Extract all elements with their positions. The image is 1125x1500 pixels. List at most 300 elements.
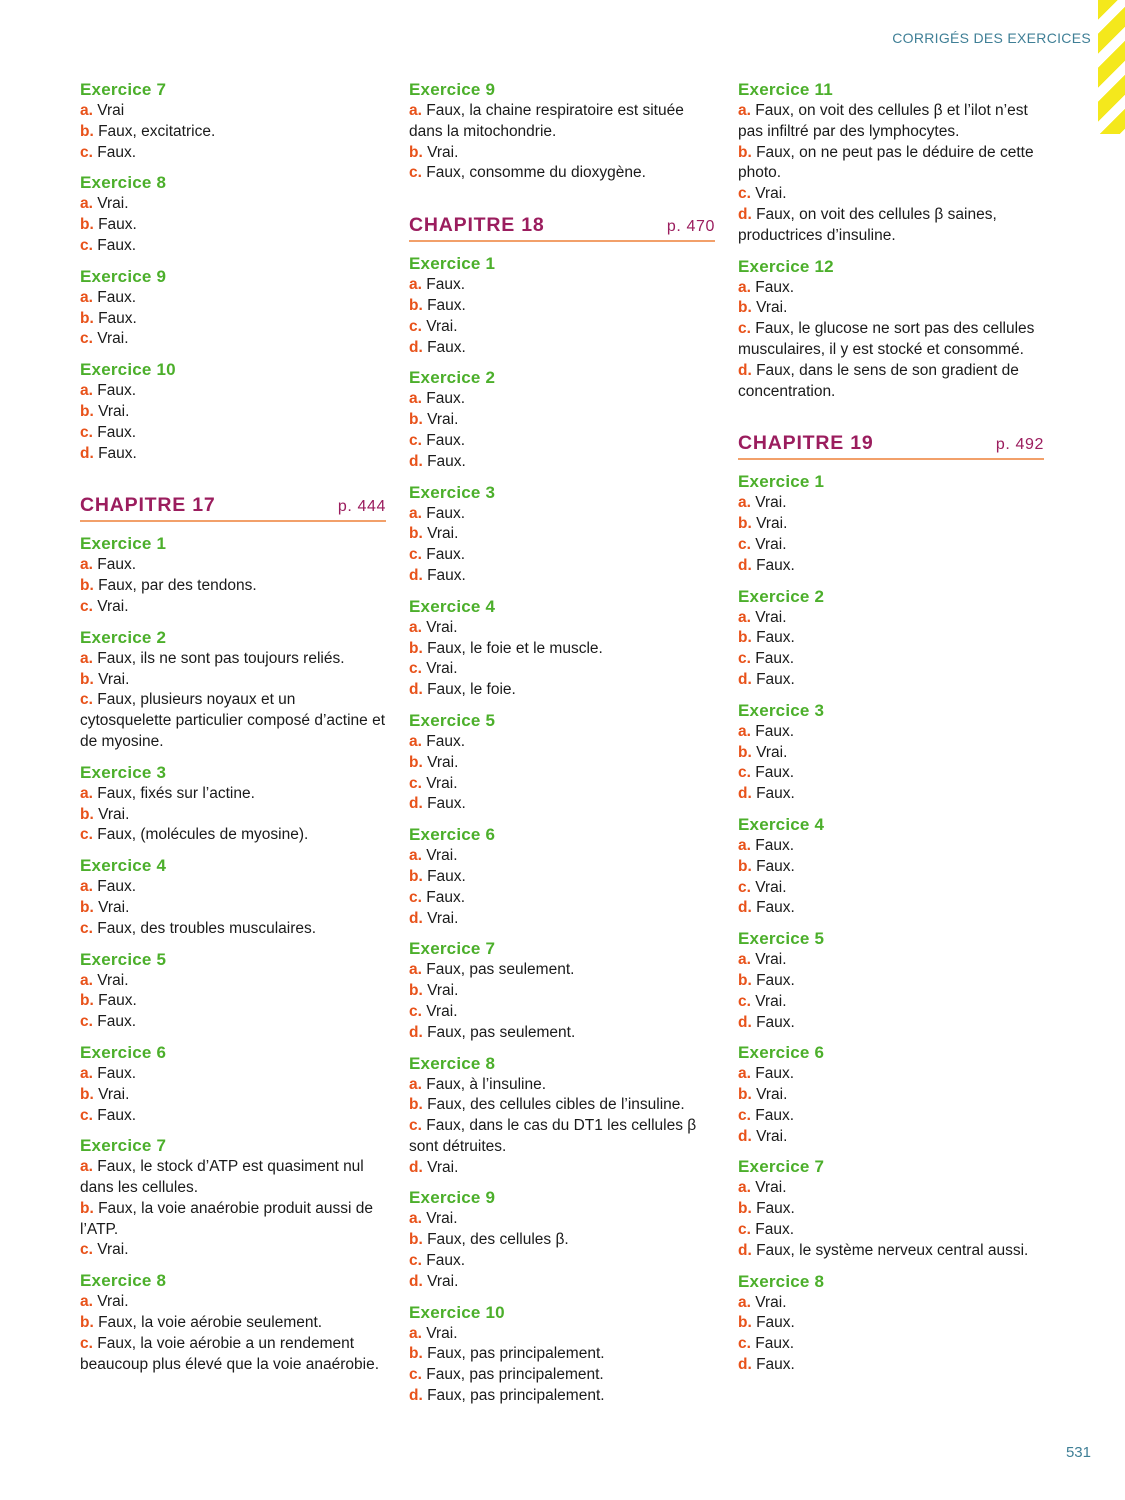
answer-line xyxy=(409,618,715,639)
answer-text: Vrai. xyxy=(97,597,129,615)
answer-text: Vrai. xyxy=(97,330,129,348)
answer-line xyxy=(409,1365,715,1386)
answer-letter: d. xyxy=(409,566,423,584)
exercise-block xyxy=(80,1135,386,1261)
answer-letter: c. xyxy=(409,1002,422,1020)
answer-line xyxy=(409,410,715,431)
answer-text: Faux, le système nerveux central aussi. xyxy=(756,1241,1029,1259)
exercise-block xyxy=(738,471,1044,576)
answer-letter: d. xyxy=(738,1013,752,1031)
answer-text: Faux. xyxy=(426,1252,466,1270)
answer-line xyxy=(738,101,1044,143)
answer-line xyxy=(80,381,386,402)
exercise-block xyxy=(409,710,715,815)
exercise-title: Exercice 3 xyxy=(80,762,167,782)
answer-letter: c. xyxy=(80,1106,93,1124)
answer-line xyxy=(409,545,715,566)
answer-text: Faux, on voit des cellules β et l’ilot n’est pas infiltré par des lymphocytes. xyxy=(738,102,1028,140)
exercise-title: Exercice 7 xyxy=(80,1136,167,1156)
answer-text: Faux, à l’insuline. xyxy=(426,1075,547,1093)
answer-letter: c. xyxy=(738,535,751,553)
answer-letter: b. xyxy=(409,1231,423,1249)
exercise-title: Exercice 3 xyxy=(409,482,496,502)
answer-line xyxy=(409,794,715,815)
answer-text: Vrai. xyxy=(97,195,129,213)
answer-letter: a. xyxy=(409,732,422,750)
answer-line xyxy=(409,732,715,753)
answer-text: Vrai. xyxy=(97,1293,129,1311)
answer-line xyxy=(409,960,715,981)
answer-letter: d. xyxy=(409,1387,423,1405)
answer-letter: a. xyxy=(738,608,751,626)
answer-text: Faux. xyxy=(97,143,137,161)
chapter-page-ref: p. 492 xyxy=(995,436,1044,454)
answer-letter: c. xyxy=(738,878,751,896)
answer-text: Faux. xyxy=(756,899,795,917)
answer-line xyxy=(80,423,386,444)
answer-text: Faux. xyxy=(755,1106,795,1124)
answer-text: Faux. xyxy=(97,382,137,400)
answer-text: Vrai. xyxy=(97,971,129,989)
answer-letter: d. xyxy=(738,361,752,379)
answer-line xyxy=(80,1334,386,1376)
answer-letter: a. xyxy=(80,1293,93,1311)
chapter-page-ref: p. 444 xyxy=(337,498,386,516)
exercise-block xyxy=(409,1302,715,1407)
answer-line xyxy=(409,1158,715,1179)
answer-line xyxy=(409,659,715,680)
answer-line xyxy=(738,743,1044,764)
answer-text: Faux. xyxy=(756,556,795,574)
answer-text: Vrai xyxy=(97,102,125,119)
chapter-heading xyxy=(80,494,386,522)
answer-letter: a. xyxy=(738,722,751,740)
answer-text: Vrai. xyxy=(427,909,459,927)
answer-text: Faux, la voie anaérobie produit aussi de l’ATP. xyxy=(80,1199,373,1238)
answer-line xyxy=(738,857,1044,878)
answer-letter: d. xyxy=(409,1272,423,1290)
answer-text: Faux. xyxy=(426,431,466,449)
answer-letter: a. xyxy=(80,195,93,213)
answer-text: Faux. xyxy=(97,1013,137,1031)
answer-letter: b. xyxy=(409,525,423,543)
answer-letter: a. xyxy=(80,1158,93,1176)
answer-letter: b. xyxy=(738,743,752,761)
answer-text: Faux. xyxy=(427,338,466,356)
answer-letter: b. xyxy=(80,1085,94,1103)
answer-letter: c. xyxy=(409,317,422,335)
answer-line xyxy=(409,101,715,143)
answer-letter: a. xyxy=(80,382,93,400)
answer-line xyxy=(80,1199,386,1241)
answer-text: Faux, la voie aérobie seulement. xyxy=(98,1314,323,1332)
answer-text: Faux. xyxy=(756,1314,795,1332)
answer-text: Faux. xyxy=(427,795,466,813)
answer-letter: a. xyxy=(80,971,93,989)
exercise-block xyxy=(80,172,386,256)
answer-letter: c. xyxy=(80,423,93,441)
answer-line xyxy=(738,608,1044,629)
answer-line xyxy=(80,329,386,350)
answer-letter: b. xyxy=(738,515,752,533)
answer-line xyxy=(80,194,386,215)
answer-text: Faux. xyxy=(755,722,795,740)
answer-text: Faux. xyxy=(756,857,795,875)
answer-text: Faux, on voit des cellules β saines, productrices d’insuline. xyxy=(738,205,997,244)
answer-line xyxy=(409,1344,715,1365)
exercise-block xyxy=(738,700,1044,805)
answer-letter: c. xyxy=(409,546,422,564)
answer-letter: b. xyxy=(409,639,423,657)
exercise-block xyxy=(80,855,386,939)
answer-letter: c. xyxy=(738,1335,751,1353)
answer-text: Vrai. xyxy=(756,299,788,317)
exercise-title: Exercice 9 xyxy=(80,266,167,286)
answer-text: Vrai. xyxy=(427,753,459,771)
answer-letter: a. xyxy=(409,504,422,522)
exercise-block xyxy=(409,253,715,358)
answer-text: Vrai. xyxy=(756,515,788,533)
answer-letter: a. xyxy=(738,951,751,969)
answer-line xyxy=(738,878,1044,899)
answer-line xyxy=(738,535,1044,556)
answer-text: Faux. xyxy=(427,452,466,470)
answer-line xyxy=(409,389,715,410)
answer-text: Faux. xyxy=(755,836,795,854)
answer-text: Vrai. xyxy=(755,185,787,203)
answer-letter: c. xyxy=(738,320,751,338)
answer-text: Faux, consomme du dioxygène. xyxy=(426,164,646,182)
answer-letter: a. xyxy=(409,1324,422,1342)
answer-line xyxy=(80,1292,386,1313)
exercise-title: Exercice 4 xyxy=(409,596,496,616)
answer-line xyxy=(409,566,715,587)
answer-text: Faux, dans le cas du DT1 les cellules β sont détruites. xyxy=(409,1117,697,1155)
exercise-title: Exercice 6 xyxy=(409,825,496,845)
answer-line xyxy=(738,1127,1044,1148)
answer-text: Faux. xyxy=(426,888,466,906)
answer-line xyxy=(409,774,715,795)
answer-line xyxy=(80,805,386,826)
answer-line xyxy=(80,143,386,164)
answer-text: Faux, des cellules β. xyxy=(427,1231,569,1249)
answers-column-1 xyxy=(80,79,386,1384)
exercise-block xyxy=(80,762,386,846)
answer-letter: c. xyxy=(80,236,93,254)
answer-text: Vrai. xyxy=(426,317,458,335)
answer-line xyxy=(409,1230,715,1251)
answer-line xyxy=(738,1013,1044,1034)
answer-letter: c. xyxy=(80,143,93,161)
answers-column-2 xyxy=(409,79,715,1416)
exercise-title: Exercice 8 xyxy=(738,1271,825,1291)
answer-text: Faux. xyxy=(97,1106,137,1124)
answer-line xyxy=(409,639,715,660)
exercise-block xyxy=(80,266,386,350)
answer-letter: a. xyxy=(738,1179,751,1197)
answer-text: Vrai. xyxy=(426,847,458,865)
exercise-block xyxy=(80,1042,386,1126)
answer-letter: b. xyxy=(409,753,423,771)
answer-line xyxy=(738,184,1044,205)
exercise-title: Exercice 1 xyxy=(409,254,496,274)
answer-line xyxy=(80,898,386,919)
answer-line xyxy=(738,1220,1044,1241)
answer-letter: d. xyxy=(738,1127,752,1145)
answer-line xyxy=(738,143,1044,185)
answer-text: Faux. xyxy=(756,1013,795,1031)
answer-line xyxy=(738,722,1044,743)
answer-text: Vrai. xyxy=(427,525,459,543)
answer-letter: d. xyxy=(738,670,752,688)
answer-line xyxy=(409,275,715,296)
answer-line xyxy=(738,1293,1044,1314)
answer-line xyxy=(738,898,1044,919)
exercise-block xyxy=(738,1271,1044,1376)
exercise-title: Exercice 5 xyxy=(409,710,496,730)
exercise-block xyxy=(80,79,386,163)
exercise-title: Exercice 8 xyxy=(80,173,167,193)
answer-text: Vrai. xyxy=(427,411,459,429)
answer-text: Faux. xyxy=(98,309,137,327)
answer-text: Vrai. xyxy=(98,898,130,916)
answer-letter: a. xyxy=(738,494,751,512)
answer-text: Vrai. xyxy=(427,143,459,161)
answer-line xyxy=(738,514,1044,535)
answer-text: Faux, pas principalement. xyxy=(427,1387,605,1405)
answer-letter: c. xyxy=(409,164,422,182)
answer-line xyxy=(409,504,715,525)
answer-line xyxy=(80,1106,386,1127)
exercise-title: Exercice 7 xyxy=(80,80,167,99)
answer-line xyxy=(80,690,386,752)
answer-text: Faux, pas seulement. xyxy=(426,961,575,979)
answer-text: Faux, on ne peut pas le déduire de cette photo. xyxy=(738,143,1034,182)
answer-letter: c. xyxy=(738,1221,751,1239)
answer-line xyxy=(738,1085,1044,1106)
answer-text: Faux. xyxy=(756,1200,795,1218)
answer-text: Faux, pas principalement. xyxy=(426,1366,604,1384)
exercise-block xyxy=(738,928,1044,1033)
answer-text: Vrai. xyxy=(755,878,787,896)
exercise-block xyxy=(409,596,715,701)
answer-line xyxy=(80,971,386,992)
exercise-title: Exercice 1 xyxy=(738,472,825,492)
answer-line xyxy=(738,670,1044,691)
exercise-block xyxy=(738,586,1044,691)
answer-text: Vrai. xyxy=(755,951,787,969)
answer-letter: a. xyxy=(409,1075,422,1093)
answer-text: Vrai. xyxy=(97,1241,129,1259)
answer-letter: a. xyxy=(80,288,93,306)
answer-text: Vrai. xyxy=(426,774,458,792)
chapter-title: CHAPITRE 18 xyxy=(409,214,545,237)
exercise-title: Exercice 1 xyxy=(80,534,167,554)
answer-letter: b. xyxy=(409,867,423,885)
exercise-block xyxy=(409,824,715,929)
answer-line xyxy=(80,1240,386,1261)
answer-text: Faux. xyxy=(756,785,795,803)
answer-line xyxy=(409,296,715,317)
answer-line xyxy=(738,298,1044,319)
answer-line xyxy=(409,338,715,359)
answer-line xyxy=(80,991,386,1012)
answer-letter: b. xyxy=(738,143,752,161)
answer-letter: c. xyxy=(409,1252,422,1270)
answer-letter: d. xyxy=(409,452,423,470)
answer-letter: b. xyxy=(409,982,423,1000)
answer-letter: c. xyxy=(80,691,93,709)
answer-line xyxy=(80,825,386,846)
exercise-block xyxy=(409,938,715,1043)
answer-text: Faux. xyxy=(755,1335,795,1353)
answer-line xyxy=(738,950,1044,971)
answer-text: Vrai. xyxy=(426,1210,458,1228)
answer-letter: b. xyxy=(80,992,94,1010)
answer-letter: d. xyxy=(738,785,752,803)
answer-letter: b. xyxy=(738,1086,752,1104)
exercise-title: Exercice 2 xyxy=(409,368,496,388)
exercise-block xyxy=(738,814,1044,919)
answer-line xyxy=(409,317,715,338)
answer-line xyxy=(80,1313,386,1334)
answer-text: Vrai. xyxy=(755,535,787,553)
answer-text: Vrai. xyxy=(755,1179,787,1197)
answer-line xyxy=(409,431,715,452)
answer-letter: a. xyxy=(738,1293,751,1311)
answer-text: Faux, (molécules de myosine). xyxy=(97,826,309,844)
answer-line xyxy=(738,1313,1044,1334)
answer-letter: c. xyxy=(409,660,422,678)
answer-line xyxy=(409,524,715,545)
answer-letter: a. xyxy=(80,556,93,574)
answer-line xyxy=(409,1251,715,1272)
answer-letter: b. xyxy=(409,1345,423,1363)
answer-line xyxy=(409,1386,715,1407)
answer-letter: b. xyxy=(738,971,752,989)
answer-line xyxy=(80,215,386,236)
answer-text: Faux. xyxy=(426,276,466,294)
exercise-block xyxy=(80,949,386,1033)
exercise-block xyxy=(738,1156,1044,1261)
answer-letter: c. xyxy=(409,1117,422,1135)
answer-letter: d. xyxy=(409,909,423,927)
answer-text: Faux, la voie aérobie a un rendement beaucoup plus élevé que la voie anaérobie. xyxy=(80,1334,380,1373)
answer-text: Vrai. xyxy=(756,1127,788,1145)
answer-text: Faux, par des tendons. xyxy=(98,577,257,595)
answer-letter: a. xyxy=(738,278,751,296)
answer-text: Vrai. xyxy=(756,1086,788,1104)
answer-text: Faux. xyxy=(755,650,795,668)
answer-letter: c. xyxy=(80,1241,93,1259)
answer-text: Vrai. xyxy=(756,743,788,761)
answer-line xyxy=(80,444,386,465)
answer-line xyxy=(80,309,386,330)
exercise-title: Exercice 9 xyxy=(409,1188,496,1208)
exercise-title: Exercice 2 xyxy=(738,586,825,606)
answer-letter: a. xyxy=(80,1064,93,1082)
exercise-title: Exercice 12 xyxy=(738,256,834,276)
exercise-block xyxy=(738,1042,1044,1147)
chapter-title: CHAPITRE 17 xyxy=(80,494,216,517)
exercise-block xyxy=(409,1187,715,1292)
answer-letter: b. xyxy=(80,898,94,916)
answer-line xyxy=(80,784,386,805)
answer-letter: a. xyxy=(409,618,422,636)
answer-line xyxy=(738,1064,1044,1085)
answer-line xyxy=(738,971,1044,992)
answer-text: Faux. xyxy=(756,1356,795,1374)
answer-text: Faux. xyxy=(97,236,137,254)
exercise-title: Exercice 6 xyxy=(738,1043,825,1063)
answer-text: Faux. xyxy=(756,971,795,989)
answer-letter: a. xyxy=(409,847,422,865)
answer-text: Faux. xyxy=(755,278,795,296)
exercise-title: Exercice 11 xyxy=(738,80,833,99)
answer-text: Faux. xyxy=(427,296,466,314)
answer-line xyxy=(409,1075,715,1096)
answers-column-3 xyxy=(738,79,1044,1385)
answer-text: Faux. xyxy=(426,390,466,408)
answer-letter: a. xyxy=(80,649,93,667)
exercise-block xyxy=(80,627,386,753)
exercise-title: Exercice 6 xyxy=(80,1042,167,1062)
answer-letter: d. xyxy=(409,681,423,699)
answer-letter: b. xyxy=(409,411,423,429)
answer-line xyxy=(409,163,715,184)
answer-line xyxy=(409,452,715,473)
answer-text: Vrai. xyxy=(98,402,130,420)
answer-letter: a. xyxy=(409,390,422,408)
answer-letter: b. xyxy=(409,1096,423,1114)
answer-line xyxy=(80,877,386,898)
answer-line xyxy=(80,122,386,143)
answer-line xyxy=(738,628,1044,649)
answer-text: Faux, pas seulement. xyxy=(427,1023,576,1041)
answer-text: Vrai. xyxy=(427,1158,459,1176)
answer-letter: a. xyxy=(409,102,422,119)
answer-text: Faux. xyxy=(756,670,795,688)
answer-letter: c. xyxy=(80,597,93,615)
answer-text: Vrai. xyxy=(427,982,459,1000)
answer-text: Faux. xyxy=(426,546,466,564)
answer-letter: b. xyxy=(738,629,752,647)
answer-line xyxy=(80,555,386,576)
answer-text: Vrai. xyxy=(755,494,787,512)
answer-text: Faux, dans le sens de son gradient de concentration. xyxy=(738,361,1019,400)
exercise-block xyxy=(409,482,715,587)
answer-letter: b. xyxy=(80,216,94,234)
answer-text: Faux. xyxy=(427,566,466,584)
answer-line xyxy=(409,1272,715,1293)
exercise-title: Exercice 9 xyxy=(409,80,496,99)
answer-line xyxy=(409,909,715,930)
exercise-title: Exercice 4 xyxy=(80,856,167,876)
exercise-title: Exercice 10 xyxy=(409,1302,505,1322)
answer-text: Faux, des troubles musculaires. xyxy=(97,919,317,937)
answer-letter: d. xyxy=(409,1158,423,1176)
answer-letter: b. xyxy=(80,577,94,595)
answer-letter: d. xyxy=(80,444,94,462)
answer-line xyxy=(80,919,386,940)
answer-letter: d. xyxy=(738,899,752,917)
answer-text: Faux, le glucose ne sort pas des cellules musculaires, il y est stocké et consommé. xyxy=(738,320,1035,358)
answer-line xyxy=(738,763,1044,784)
answer-line xyxy=(409,143,715,164)
answer-line xyxy=(409,846,715,867)
exercise-title: Exercice 8 xyxy=(409,1053,496,1073)
answer-text: Faux. xyxy=(756,629,795,647)
